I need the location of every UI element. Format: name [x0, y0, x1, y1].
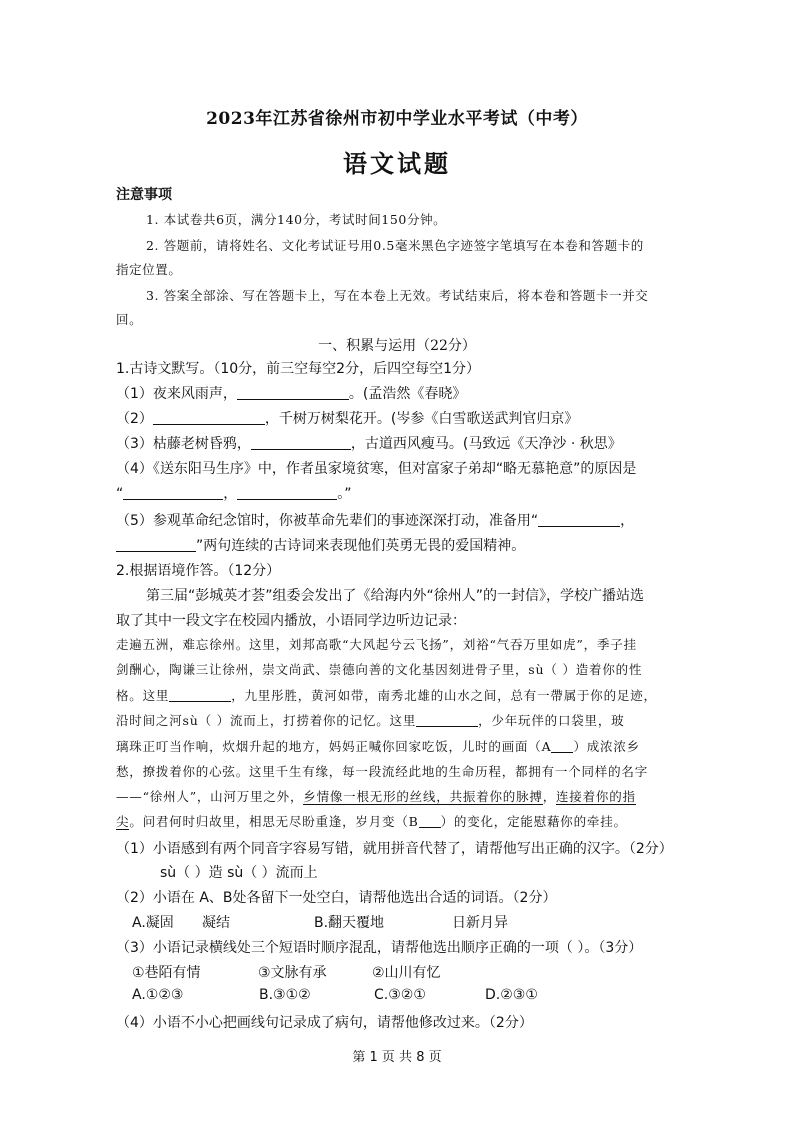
- subq-3-phrases: [132, 962, 702, 982]
- q1-sub5b: [116, 535, 686, 555]
- quote-close: 。”: [337, 486, 352, 502]
- answer-blank[interactable]: [237, 385, 349, 400]
- option-a[interactable]: A.①②③: [132, 987, 184, 1003]
- passage-text: 。问君何时归故里，相思无尽盼重逢，岁月变（B: [129, 814, 419, 829]
- answer-blank[interactable]: [123, 485, 223, 500]
- passage-line-1: 走遍五洲，难忘徐州。这里，刘邦高歌“大风起兮云飞扬”，刘裕“气吞万里如虎”，季子挂: [116, 637, 637, 652]
- subject-title: 语文试题: [343, 149, 451, 178]
- page-footer: 第 1 页 共 8 页: [352, 1050, 442, 1065]
- option-b[interactable]: B.③①②: [259, 987, 311, 1003]
- underlined-sentence: 乡情像一根无形的丝线，共振着你的脉搏: [303, 789, 543, 804]
- passage-line-5: [116, 737, 686, 755]
- q2-stem: 2.根据语境作答。（12分）: [116, 563, 281, 579]
- subq-3: （3）小语记录横线处三个短语时顺序混乱，请帮他选出顺序正确的一项（ ）。（3分）: [116, 940, 643, 956]
- section-heading: 一、积累与运用（22分）: [318, 338, 476, 354]
- subq-4: （4）小语不小心把画线句记录成了病句，请帮他修改过来。（2分）: [116, 1015, 533, 1031]
- notice-item-1: 1. 本试卷共6页，满分140分，考试时间150分钟。: [146, 212, 447, 227]
- answer-blank[interactable]: [416, 712, 478, 727]
- quote-open: “: [116, 486, 124, 502]
- passage-text: ）成浓浓乡: [573, 739, 640, 754]
- answer-blank[interactable]: [251, 435, 351, 450]
- q1-sub5a: [116, 510, 686, 530]
- q1-sub4a: （4）《送东阳马生序》中，作者虽家境贫寒，但对富家子弟却“略无慕艳意”的原因是: [116, 461, 637, 477]
- subq-1: （1）小语感到有两个同音字容易写错，就用拼音代替了，请帮他写出正确的汉字。（2分）: [116, 841, 673, 857]
- answer-blank[interactable]: [116, 537, 196, 552]
- q1-stem: 1.古诗文默写。（10分，前三空每空2分，后四空每空1分）: [116, 361, 480, 377]
- subq-2: （2）小语在 A、B处各留下一处空白，请帮他选出合适的词语。（2分）: [116, 890, 557, 906]
- passage-line-3: [116, 686, 686, 704]
- passage-line-8: [116, 812, 686, 830]
- notice-item-3a: 3. 答案全部涂、写在答题卡上，写在本卷上无效。考试结束后，将本卷和答题卡一并交: [146, 288, 649, 303]
- notice-item-3b: 回。: [116, 312, 143, 327]
- answer-blank-b[interactable]: [419, 813, 441, 828]
- q1-sub1-text: （1）夜来风雨声，: [116, 386, 237, 402]
- passage-text: ，九里彤胜，黄河如带，南秀北雄的山水之间，总有一帶属于你的足迹，: [231, 688, 657, 703]
- comma: ，: [223, 486, 238, 502]
- passage-text: 璃珠正叮当作响，炊烟升起的地方，妈妈正喊你回家吃饭，儿时的画面（A: [116, 739, 552, 754]
- notice-heading: 注意事项: [116, 187, 172, 203]
- phrase-3: ③文脉有承: [258, 965, 327, 981]
- q1-sub3: [116, 433, 686, 453]
- passage-text: 沿时间之河sù（ ）流而上，打捞着你的记忆。这里: [116, 713, 417, 728]
- comma: ，: [620, 513, 635, 529]
- q1-sub5-text-end: ”两句连续的古诗词来表现他们英勇无畏的爱国精神。: [196, 538, 526, 554]
- passage-line-6: 愁，撩拨着你的心弦。这里千生有缘，每一段流经此地的生命历程，都拥有一个同样的名字: [116, 764, 649, 779]
- option-b2[interactable]: 日新月异: [452, 915, 508, 931]
- q1-sub1-source: 。(孟浩然《春晓》: [348, 386, 467, 402]
- answer-blank[interactable]: [237, 485, 337, 500]
- answer-blank[interactable]: [538, 512, 620, 527]
- option-a2[interactable]: 凝结: [202, 915, 230, 931]
- passage-text: ，少年玩伴的口袋里，玻: [478, 713, 625, 728]
- passage-text: 格。这里: [116, 688, 170, 703]
- q1-sub5-text: （5）参观革命纪念馆时，你被革命先辈们的事迹深深打动，准备用“: [116, 513, 539, 529]
- q1-sub2-text: ，千树万树梨花开。(岑参《白雪歌送武判官归京》: [264, 411, 579, 427]
- passage-text: ）的变化，定能慰藉你的牵挂。: [440, 814, 627, 829]
- q1-sub4b: [116, 483, 686, 503]
- subq-1-answers: sù（ ）造 sù（ ）流而上: [160, 865, 318, 881]
- option-c[interactable]: C.③②①: [374, 987, 426, 1003]
- answer-blank[interactable]: [169, 687, 231, 702]
- passage-line-7: [116, 787, 686, 805]
- phrase-2: ②山川有忆: [372, 965, 441, 981]
- underlined-sentence: 连接着你的指: [556, 789, 636, 804]
- option-d[interactable]: D.②③①: [485, 987, 538, 1003]
- phrase-1: ①巷陌有情: [132, 965, 201, 981]
- q1-sub1: [116, 383, 686, 403]
- option-b1[interactable]: B.翻天覆地: [314, 915, 385, 931]
- underlined-sentence: 尖: [116, 814, 130, 829]
- subq-3-options: [132, 987, 702, 1003]
- notice-item-2a: 2. 答题前，请将姓名、文化考试证号用0.5毫米黑色字迹签字笔填写在本卷和答题卡的: [146, 238, 644, 253]
- subq-2-options: [132, 912, 702, 932]
- answer-blank[interactable]: [153, 410, 265, 425]
- q1-sub2: [116, 408, 686, 428]
- q2-intro-1: 第三届“彭城英才荟”组委会发出了《给海内外“徐州人”的一封信》，学校广播站选: [146, 588, 645, 604]
- notice-item-2b: 指定位置。: [116, 262, 182, 277]
- passage-line-2: 剑酬心，陶谦三让徐州，崇文尚武、崇德向善的文化基因刻进骨子里，sù（ ）造着你的性: [116, 662, 643, 677]
- passage-text: ——“徐州人”，山河万里之外，: [116, 789, 304, 804]
- q1-sub2-label: （2）: [116, 411, 153, 427]
- option-a1[interactable]: A.凝固: [132, 915, 174, 931]
- comma: ，: [542, 789, 556, 804]
- exam-title: 2023年江苏省徐州市初中学业水平考试（中考）: [206, 109, 588, 129]
- answer-blank-a[interactable]: [551, 738, 573, 753]
- passage-line-4: [116, 711, 686, 729]
- q2-intro-2: 取了其中一段文字在校园内播放，小语同学边听边记录：: [116, 613, 466, 629]
- q1-sub3-source: ，古道西风瘦马。(马致远《天净沙 · 秋思》: [350, 436, 622, 452]
- q1-sub3-text: （3）枯藤老树昏鸦，: [116, 436, 251, 452]
